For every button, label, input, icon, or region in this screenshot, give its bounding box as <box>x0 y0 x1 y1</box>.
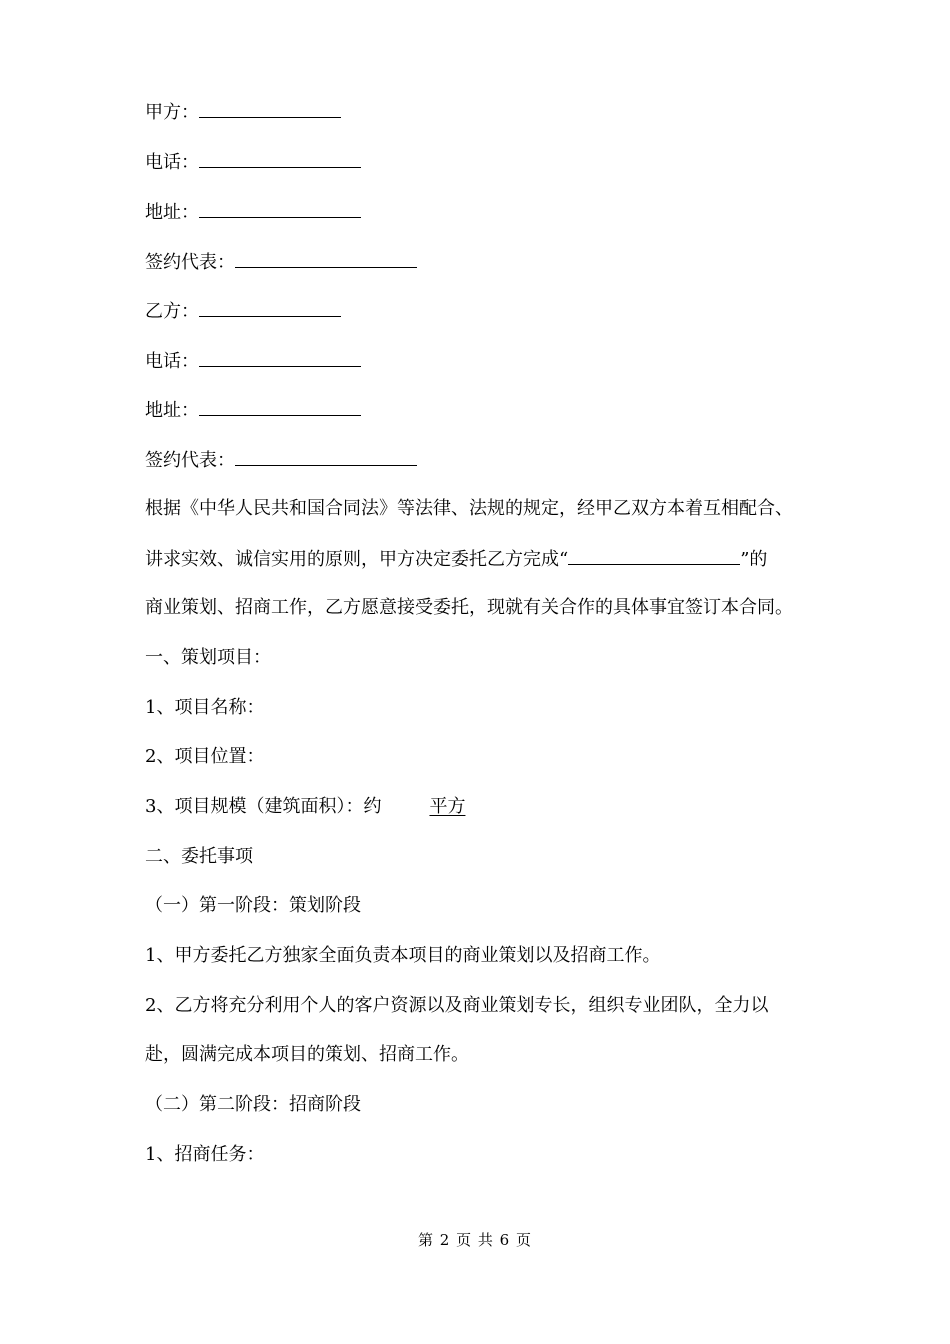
party-a-name-label: 甲方： <box>145 102 199 123</box>
party-a-phone-blank <box>199 149 361 168</box>
party-a-rep-line <box>145 249 417 275</box>
stage-1-item-1: 1、甲方委托乙方独家全面负责本项目的商业策划以及招商工作。 <box>145 945 661 966</box>
party-a-phone-label: 电话： <box>145 152 199 173</box>
stage-2-item-1: 1、招商任务： <box>145 1144 265 1165</box>
stage-1-item-2-line-2: 赴，圆满完成本项目的策划、招商工作。 <box>145 1044 469 1065</box>
preamble-line-1: 根据《中华人民共和国合同法》等法律、法规的规定，经甲乙双方本着互相配合、 <box>145 498 793 519</box>
stage-1-item-2-line-1: 2、乙方将充分利用个人的客户资源以及商业策划专长，组织专业团队，全力以 <box>145 995 769 1016</box>
party-b-rep-label: 签约代表： <box>145 450 235 471</box>
party-b-rep-line <box>145 447 417 473</box>
stage-2-heading: （二）第二阶段：招商阶段 <box>145 1094 361 1115</box>
stage-1-heading: （一）第一阶段：策划阶段 <box>145 895 361 916</box>
party-a-name-line <box>145 99 341 125</box>
party-b-address-label: 地址： <box>145 400 199 421</box>
area-unit: 平方 <box>429 796 466 817</box>
section-1-item-3-label: 3、项目规模（建筑面积）：约 <box>145 796 382 817</box>
page-footer: 第 2 页 共 6 页 <box>418 1231 532 1249</box>
section-2-heading: 二、委托事项 <box>145 846 253 867</box>
party-a-address-line <box>145 199 361 225</box>
party-a-name-blank <box>199 99 341 118</box>
party-a-address-blank <box>199 199 361 218</box>
project-name-blank <box>568 546 740 565</box>
section-1-item-3 <box>145 795 465 819</box>
section-1-item-2: 2、项目位置： <box>145 746 265 767</box>
preamble-line-3: 商业策划、招商工作，乙方愿意接受委托，现就有关合作的具体事宜签订本合同。 <box>145 597 793 618</box>
party-b-phone-line <box>145 348 361 374</box>
preamble-line-2 <box>145 546 767 572</box>
party-a-phone-line <box>145 149 361 175</box>
section-1-heading: 一、策划项目： <box>145 647 271 668</box>
party-b-address-line <box>145 397 361 423</box>
party-b-address-blank <box>199 397 361 416</box>
party-a-address-label: 地址： <box>145 202 199 223</box>
preamble-line-2-before: 讲求实效、诚信实用的原则，甲方决定委托乙方完成“ <box>145 549 569 570</box>
section-1-item-1: 1、项目名称： <box>145 697 265 718</box>
party-b-phone-blank <box>199 348 361 367</box>
party-a-rep-blank <box>235 249 417 268</box>
party-a-rep-label: 签约代表： <box>145 252 235 273</box>
area-underline <box>381 796 465 817</box>
party-b-rep-blank <box>235 447 417 466</box>
party-b-name-line <box>145 298 341 324</box>
party-b-phone-label: 电话： <box>145 351 199 372</box>
party-b-name-label: 乙方： <box>145 301 199 322</box>
preamble-line-2-after: ”的 <box>740 549 768 570</box>
party-b-name-blank <box>199 298 341 317</box>
